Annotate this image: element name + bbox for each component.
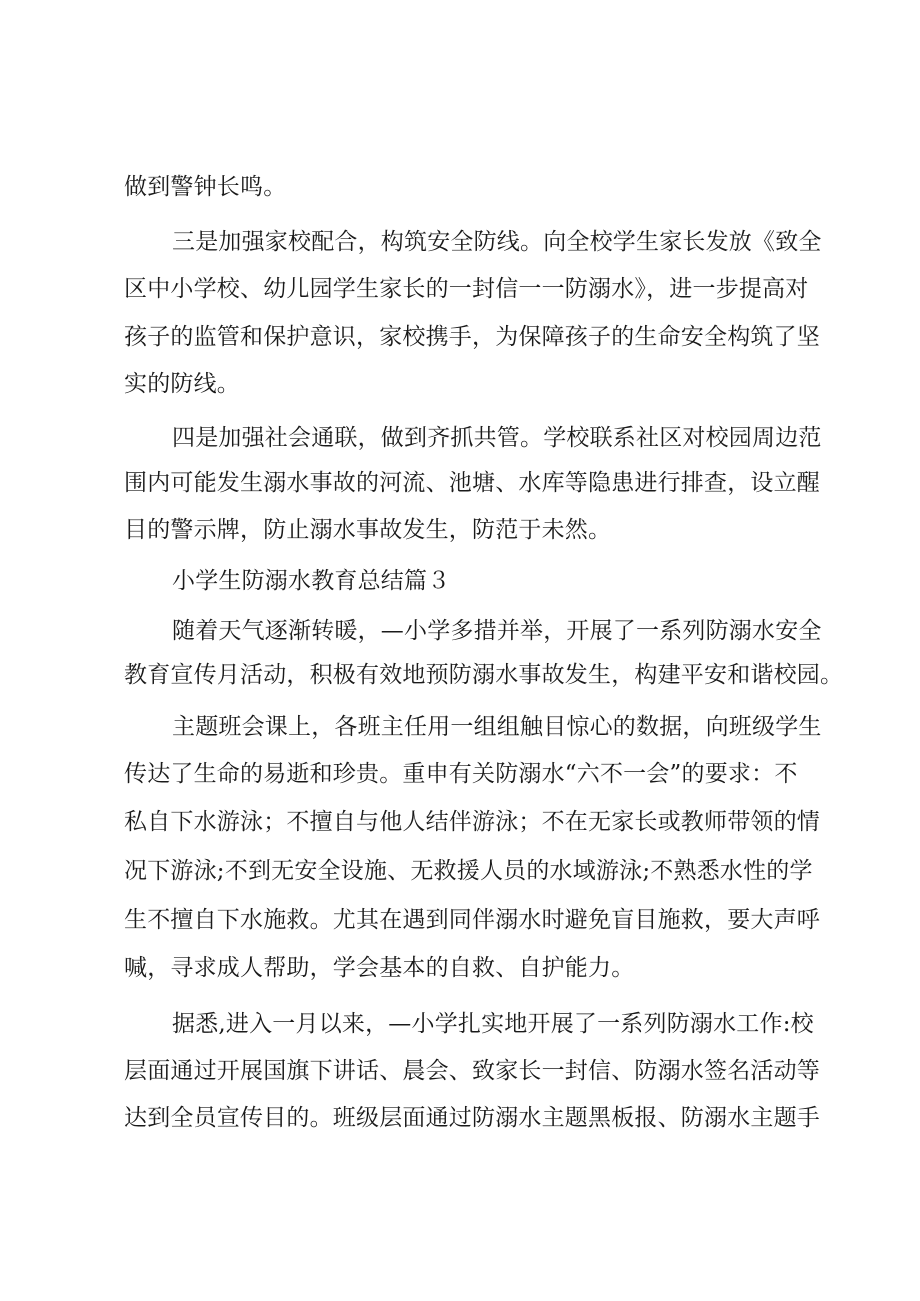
text-line: 层面通过开展国旗下讲话、晨会、致家长一封信、防溺水签名活动等: [124, 1058, 820, 1084]
text-line: 实的防线。: [124, 371, 240, 397]
text-line: 围内可能发生溺水事故的河流、池塘、水库等隐患进行排查，设立醒: [124, 470, 820, 496]
text-line: 教育宣传月活动，积极有效地预防溺水事故发生，构建平安和谐校园。: [124, 662, 844, 688]
section-heading: 小学生防溺水教育总结篇３: [172, 568, 451, 594]
text-line: 喊，寻求成人帮助，学会基本的自救、自护能力。: [124, 955, 635, 981]
text-line: 生不擅自下水施救。尤其在遇到同伴溺水时避免盲目施救，要大声呼: [124, 907, 820, 933]
text-line: 况下游泳;不到无安全设施、无救援人员的水域游泳;不熟悉水性的学: [124, 858, 813, 884]
text-line: 传达了生命的易逝和珍贵。重申有关防溺水“六不一会”的要求：不: [124, 761, 798, 787]
text-line: 区中小学校、幼儿园学生家长的一封信一一防溺水》，进一步提高对: [124, 276, 809, 302]
paragraph-first-line: 三是加强家校配合，构筑安全防线。向全校学生家长发放《致全: [172, 229, 822, 255]
text-line: 做到警钟长鸣。: [124, 174, 287, 200]
text-line: 私自下水游泳；不擅自与他人结伴游泳；不在无家长或教师带领的情: [124, 809, 820, 835]
text-line: 达到全员宣传目的。班级层面通过防溺水主题黑板报、防溺水主题手: [124, 1105, 820, 1131]
paragraph-first-line: 四是加强社会通联，做到齐抓共管。学校联系社区对校园周边范: [172, 425, 822, 451]
text-line: 孩子的监管和保护意识，家校携手，为保障孩子的生命安全构筑了坚: [124, 324, 820, 350]
paragraph-first-line: 据悉,进入一月以来，—小学扎实地开展了一系列防溺水工作:校: [172, 1011, 814, 1037]
paragraph-first-line: 随着天气逐渐转暖，—小学多措并举，开展了一系列防溺水安全: [172, 618, 822, 644]
text-line: 目的警示牌，防止溺水事故发生，防范于未然。: [124, 517, 612, 543]
paragraph-first-line: 主题班会课上，各班主任用一组组触目惊心的数据，向班级学生: [172, 714, 822, 740]
